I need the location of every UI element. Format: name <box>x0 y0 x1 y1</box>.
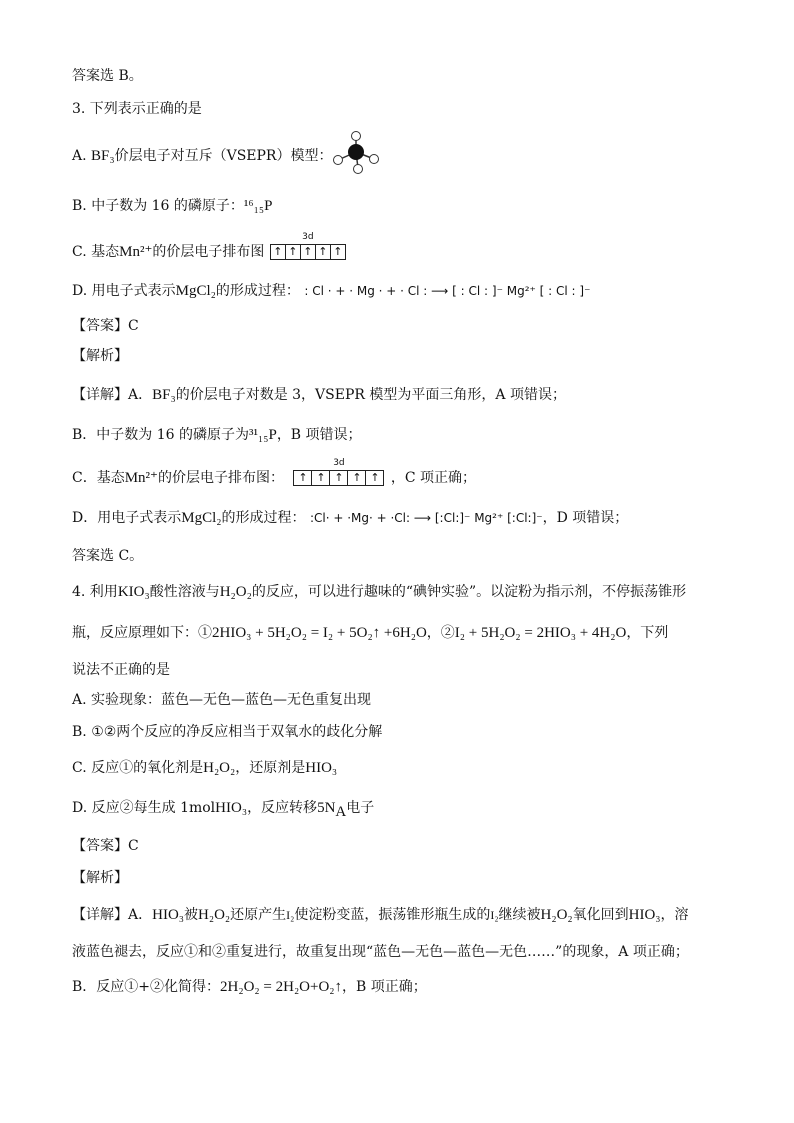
detail-4a-line1: 【详解】A．HIO₃被H₂O₂还原产生I₂使淀粉变蓝，振荡锥形瓶生成的I₂继续被H₂O₂氧化回到HIO₃，溶 <box>72 907 689 923</box>
answer-line-3: 答案选 C。 <box>72 548 144 564</box>
detail-3b: B．中子数为 16 的磷原子为³¹₁₅P，B 项错误； <box>72 427 362 443</box>
question-4-line3: 说法不正确的是 <box>72 662 170 678</box>
detail-4a-line2: 液蓝色褪去，反应①和②重复进行，故重复出现“蓝色—无色—蓝色—无色……”的现象，A 项正确； <box>72 944 689 960</box>
orbital-diagram-answer: 3d ↑ ↑ ↑ ↑ ↑ <box>294 470 384 486</box>
option-4d: D. 反应②每生成 1molHIO₃，反应转移$5N_A$电子 <box>72 800 375 820</box>
option-3d: D. 用电子式表示MgCl₂的形成过程： : Cl · + · Mg · + · Cl : ⟶ [ : Cl : ]⁻ Mg²⁺ [ : Cl : ]⁻ <box>72 283 591 299</box>
analysis-label-3: 【解析】 <box>72 348 128 364</box>
analysis-label-4: 【解析】 <box>72 870 128 886</box>
answer-label-3: 【答案】C <box>72 318 139 334</box>
detail-3c: C．基态Mn²⁺的价层电子排布图： 3d ↑ ↑ ↑ ↑ ↑ ，C 项正确； <box>72 458 477 486</box>
option-3c: C. 基态Mn²⁺的价层电子排布图 3d ↑ ↑ ↑ ↑ ↑ <box>72 242 348 262</box>
question-3-stem: 3. 下列表示正确的是 <box>72 101 202 117</box>
answer-label-4: 【答案】C <box>72 838 139 854</box>
option-4a: A. 实验现象：蓝色—无色—蓝色—无色重复出现 <box>72 692 372 708</box>
orbital-diagram: 3d ↑ ↑ ↑ ↑ ↑ <box>271 244 346 260</box>
answer-line: 答案选 B。 <box>72 68 143 84</box>
question-4-line1: 4. 利用KIO₃酸性溶液与H₂O₂的反应，可以进行趣味的“碘钟实验”。以淀粉为指示剂，不停振荡锥形 <box>72 584 687 600</box>
option-3a: A. BF₃价层电子对互斥（VSEPR）模型： <box>72 148 333 164</box>
detail-3d: D．用电子式表示MgCl₂的形成过程： :Cl· + ·Mg· + ·Cl: ⟶ [:Cl:]⁻ Mg²⁺ [:Cl:]⁻，D 项错误； <box>72 510 629 526</box>
vsepr-model-image <box>330 128 386 176</box>
option-4b: B. ①②两个反应的净反应相当于双氧水的歧化分解 <box>72 724 383 740</box>
option-3b: B. 中子数为 16 的磷原子：¹⁶₁₅P <box>72 198 273 214</box>
option-4c: C. 反应①的氧化剂是H₂O₂，还原剂是HIO₃ <box>72 760 338 776</box>
detail-3a: 【详解】A．BF₃的价层电子对数是 3，VSEPR 模型为平面三角形，A 项错误； <box>72 387 566 403</box>
detail-4b: B．反应①+②化简得：2H₂O₂ = 2H₂O+O₂↑，B 项正确； <box>72 979 427 995</box>
question-4-line2: 瓶，反应原理如下：①2HIO₃ + 5H₂O₂ = I₂ + 5O₂↑ +6H₂O，②I₂ + 5H₂O₂ = 2HIO₃ + 4H₂O，下列 <box>72 625 669 641</box>
